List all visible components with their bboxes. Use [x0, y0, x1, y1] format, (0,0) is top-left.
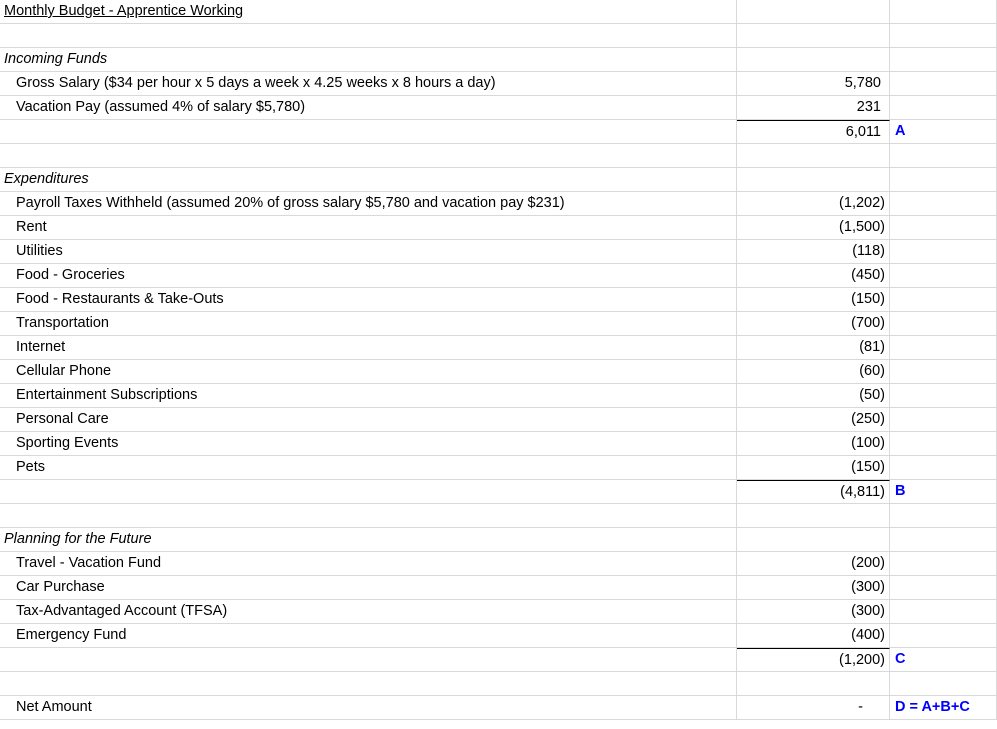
- sheet-row: [0, 336, 997, 360]
- line-item-amount[interactable]: (200): [737, 552, 890, 576]
- section-header-planning[interactable]: Planning for the Future: [0, 528, 737, 552]
- line-item-label[interactable]: Vacation Pay (assumed 4% of salary $5,780): [0, 96, 737, 120]
- line-item-label[interactable]: Internet: [0, 336, 737, 360]
- line-item-label[interactable]: Payroll Taxes Withheld (assumed 20% of gross salary $5,780 and vacation pay $231): [0, 192, 737, 216]
- sheet-row: [0, 432, 997, 456]
- amount-cell[interactable]: [737, 528, 890, 552]
- sheet-row: [0, 240, 997, 264]
- note-cell[interactable]: [890, 288, 997, 312]
- sheet-row: [0, 360, 997, 384]
- line-item-label[interactable]: Personal Care: [0, 408, 737, 432]
- total-note-c[interactable]: C: [890, 648, 997, 672]
- line-item-label[interactable]: Cellular Phone: [0, 360, 737, 384]
- note-cell[interactable]: [890, 408, 997, 432]
- line-item-amount[interactable]: (1,500): [737, 216, 890, 240]
- sheet-row: [0, 120, 997, 144]
- note-cell[interactable]: [890, 456, 997, 480]
- note-cell[interactable]: [890, 528, 997, 552]
- sheet-row: [0, 144, 997, 168]
- note-cell[interactable]: [890, 216, 997, 240]
- amount-cell[interactable]: [737, 672, 890, 696]
- line-item-amount[interactable]: (50): [737, 384, 890, 408]
- amount-cell[interactable]: [737, 144, 890, 168]
- note-cell[interactable]: [890, 336, 997, 360]
- line-item-label[interactable]: Gross Salary ($34 per hour x 5 days a week x 4.25 weeks x 8 hours a day): [0, 72, 737, 96]
- note-cell[interactable]: [890, 72, 997, 96]
- sheet-row: [0, 408, 997, 432]
- note-cell[interactable]: [890, 168, 997, 192]
- sheet-row: [0, 456, 997, 480]
- line-item-label[interactable]: Sporting Events: [0, 432, 737, 456]
- line-item-amount[interactable]: (700): [737, 312, 890, 336]
- note-cell[interactable]: [890, 552, 997, 576]
- sheet-row: [0, 168, 997, 192]
- note-cell[interactable]: [890, 312, 997, 336]
- note-cell[interactable]: [890, 0, 997, 24]
- sheet-row: [0, 528, 997, 552]
- line-item-label[interactable]: Entertainment Subscriptions: [0, 384, 737, 408]
- sheet-row: [0, 96, 997, 120]
- note-cell[interactable]: [890, 240, 997, 264]
- note-cell[interactable]: [890, 600, 997, 624]
- line-item-label[interactable]: Car Purchase: [0, 576, 737, 600]
- line-item-label[interactable]: Food - Restaurants & Take-Outs: [0, 288, 737, 312]
- amount-cell[interactable]: [737, 24, 890, 48]
- note-cell[interactable]: [890, 576, 997, 600]
- line-item-label[interactable]: Travel - Vacation Fund: [0, 552, 737, 576]
- line-item-amount[interactable]: 231: [737, 96, 890, 120]
- sheet-row: [0, 312, 997, 336]
- sheet-row: [0, 624, 997, 648]
- line-item-amount[interactable]: (250): [737, 408, 890, 432]
- label-cell[interactable]: [0, 144, 737, 168]
- amount-cell[interactable]: [737, 168, 890, 192]
- sheet-row: [0, 600, 997, 624]
- amount-cell[interactable]: [737, 0, 890, 24]
- line-item-amount[interactable]: (400): [737, 624, 890, 648]
- line-item-label[interactable]: Pets: [0, 456, 737, 480]
- sheet-row: [0, 552, 997, 576]
- note-cell[interactable]: [890, 96, 997, 120]
- line-item-label[interactable]: Food - Groceries: [0, 264, 737, 288]
- section-header-incoming[interactable]: Incoming Funds: [0, 48, 737, 72]
- amount-cell[interactable]: [737, 504, 890, 528]
- sheet-row: [0, 192, 997, 216]
- line-item-amount[interactable]: (100): [737, 432, 890, 456]
- label-cell[interactable]: [0, 504, 737, 528]
- net-amount-value[interactable]: -: [737, 696, 890, 720]
- sheet-row: [0, 384, 997, 408]
- label-cell[interactable]: [0, 480, 737, 504]
- line-item-amount[interactable]: (1,202): [737, 192, 890, 216]
- sheet-row: [0, 504, 997, 528]
- sheet-row: [0, 48, 997, 72]
- sheet-row: [0, 480, 997, 504]
- note-cell[interactable]: [890, 264, 997, 288]
- sheet-row: [0, 72, 997, 96]
- amount-cell[interactable]: [737, 48, 890, 72]
- incoming-total[interactable]: 6,011: [737, 120, 890, 144]
- sheet-row: [0, 216, 997, 240]
- line-item-amount[interactable]: (60): [737, 360, 890, 384]
- label-cell[interactable]: [0, 24, 737, 48]
- section-header-expenditures[interactable]: Expenditures: [0, 168, 737, 192]
- line-item-amount[interactable]: (81): [737, 336, 890, 360]
- note-cell[interactable]: [890, 144, 997, 168]
- note-cell[interactable]: [890, 48, 997, 72]
- label-cell[interactable]: [0, 648, 737, 672]
- note-cell[interactable]: [890, 24, 997, 48]
- note-cell[interactable]: [890, 432, 997, 456]
- line-item-amount[interactable]: (118): [737, 240, 890, 264]
- sheet-title[interactable]: Monthly Budget - Apprentice Working: [0, 0, 737, 24]
- sheet-row: [0, 648, 997, 672]
- line-item-amount[interactable]: (150): [737, 288, 890, 312]
- note-cell[interactable]: [890, 384, 997, 408]
- line-item-amount[interactable]: (450): [737, 264, 890, 288]
- line-item-label[interactable]: Rent: [0, 216, 737, 240]
- line-item-label[interactable]: Transportation: [0, 312, 737, 336]
- sheet-row: [0, 24, 997, 48]
- note-cell[interactable]: [890, 672, 997, 696]
- planning-total[interactable]: (1,200): [737, 648, 890, 672]
- sheet-row: [0, 696, 997, 720]
- line-item-label[interactable]: Emergency Fund: [0, 624, 737, 648]
- line-item-amount[interactable]: (150): [737, 456, 890, 480]
- line-item-amount[interactable]: 5,780: [737, 72, 890, 96]
- note-cell[interactable]: [890, 624, 997, 648]
- total-note-b[interactable]: B: [890, 480, 997, 504]
- net-amount-label[interactable]: Net Amount: [0, 696, 737, 720]
- note-cell[interactable]: [890, 504, 997, 528]
- sheet-row: [0, 288, 997, 312]
- net-formula-note[interactable]: D = A+B+C: [890, 696, 997, 720]
- expenditures-total[interactable]: (4,811): [737, 480, 890, 504]
- sheet-row: [0, 576, 997, 600]
- sheet-row: [0, 264, 997, 288]
- total-note-a[interactable]: A: [890, 120, 997, 144]
- line-item-amount[interactable]: (300): [737, 600, 890, 624]
- label-cell[interactable]: [0, 672, 737, 696]
- note-cell[interactable]: [890, 360, 997, 384]
- line-item-amount[interactable]: (300): [737, 576, 890, 600]
- line-item-label[interactable]: Tax-Advantaged Account (TFSA): [0, 600, 737, 624]
- note-cell[interactable]: [890, 192, 997, 216]
- sheet-row: [0, 0, 997, 24]
- line-item-label[interactable]: Utilities: [0, 240, 737, 264]
- label-cell[interactable]: [0, 120, 737, 144]
- sheet-row: [0, 672, 997, 696]
